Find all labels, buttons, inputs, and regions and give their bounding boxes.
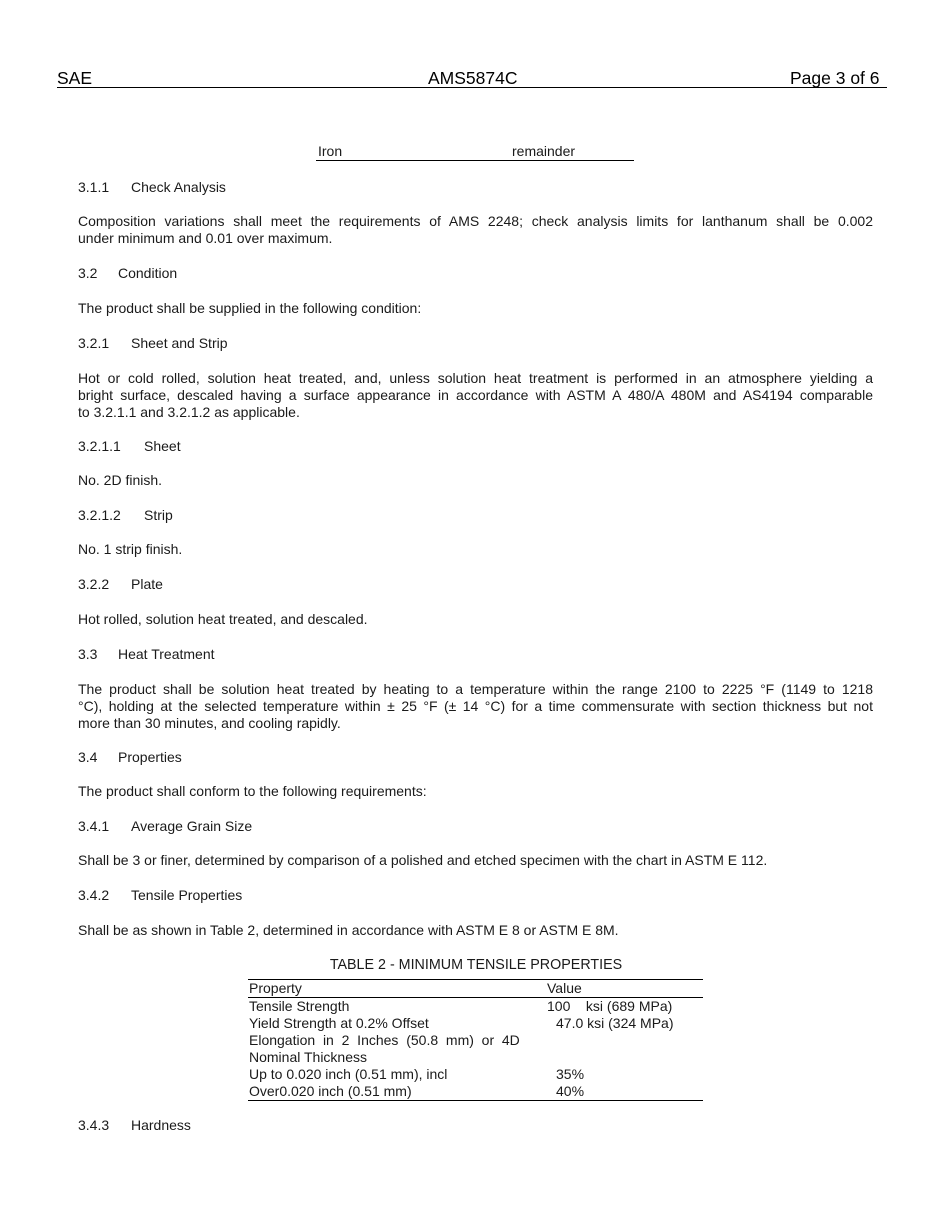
section-number: 3.2	[78, 265, 98, 281]
section-number: 3.4.1	[78, 818, 110, 834]
section-heading-3-4-3	[78, 1117, 191, 1134]
section-heading-3-1-1	[78, 179, 226, 196]
table-cell-value: 100 ksi (689 MPa)	[547, 998, 673, 1014]
table-cell-property: Over0.020 inch (0.51 mm)	[249, 1083, 412, 1099]
paragraph-condition: The product shall be supplied in the following condition:	[78, 300, 422, 316]
section-title: Properties	[118, 749, 182, 765]
section-number: 3.2.2	[78, 576, 110, 592]
paragraph-heat-treatment	[78, 681, 873, 732]
section-title: Hardness	[131, 1117, 191, 1133]
paragraph-sheet: No. 2D finish.	[78, 472, 163, 488]
paragraph-line: The product shall be solution heat treated by heating to a temperature within the range 2100 to 2225 °F (1149 to 1218	[78, 681, 873, 697]
header-left: SAE	[57, 68, 93, 88]
table-row	[248, 998, 703, 1015]
table-header-property: Property	[249, 980, 302, 996]
section-title: Strip	[144, 507, 173, 523]
section-title: Plate	[131, 576, 163, 592]
section-title: Check Analysis	[131, 179, 226, 195]
section-heading-3-2-1-1	[78, 438, 181, 455]
section-heading-3-4-1	[78, 818, 252, 835]
table-row	[248, 1049, 703, 1066]
table-cell-value: 35%	[556, 1066, 585, 1082]
section-title: Heat Treatment	[118, 646, 215, 662]
paragraph-grain-size: Shall be 3 or finer, determined by comparison of a polished and etched specimen with the chart in ASTM E 112.	[78, 852, 768, 868]
section-number: 3.4	[78, 749, 98, 765]
table-row	[248, 1066, 703, 1083]
section-title: Sheet and Strip	[131, 335, 228, 351]
paragraph-line: to 3.2.1.1 and 3.2.1.2 as applicable.	[78, 404, 300, 420]
section-heading-3-4	[78, 749, 182, 766]
table-cell-property: Up to 0.020 inch (0.51 mm), incl	[249, 1066, 448, 1082]
table-title: TABLE 2 - MINIMUM TENSILE PROPERTIES	[329, 957, 623, 973]
section-number: 3.4.2	[78, 887, 110, 903]
composition-value: remainder	[512, 143, 576, 159]
table-bottom-rule	[248, 1100, 703, 1101]
table-cell-value: 47.0 ksi (324 MPa)	[556, 1015, 674, 1031]
paragraph-line: more than 30 minutes, and cooling rapidly.	[78, 715, 341, 731]
table-row	[248, 1083, 703, 1100]
paragraph-line: bright surface, descaled having a surface appearance in accordance with ASTM A 480/A 480M and AS4194 comparable	[78, 387, 873, 403]
table-cell-property: Tensile Strength	[249, 998, 350, 1014]
section-number: 3.4.3	[78, 1117, 110, 1133]
paragraph-strip: No. 1 strip finish.	[78, 541, 183, 557]
section-number: 3.3	[78, 646, 98, 662]
page-indicator: Page 3 of 6	[790, 68, 880, 88]
paragraph-sheet-and-strip	[78, 370, 873, 421]
table-cell-value: 40%	[556, 1083, 585, 1099]
section-heading-3-2-2	[78, 576, 163, 593]
section-heading-3-2	[78, 265, 177, 282]
table-header-value: Value	[547, 980, 582, 996]
table-cell-property: Yield Strength at 0.2% Offset	[249, 1015, 429, 1031]
paragraph-line: Composition variations shall meet the requirements of AMS 2248; check analysis limits for lanthanum shall be 0.002	[78, 213, 873, 229]
section-number: 3.1.1	[78, 179, 110, 195]
section-heading-3-3	[78, 646, 215, 663]
paragraph-line: under minimum and 0.01 over maximum.	[78, 230, 333, 246]
section-number: 3.2.1.2	[78, 507, 121, 523]
section-heading-3-2-1-2	[78, 507, 173, 524]
paragraph-check-analysis	[78, 213, 873, 247]
composition-table-rule	[316, 160, 634, 161]
paragraph-plate: Hot rolled, solution heat treated, and descaled.	[78, 611, 368, 627]
table-row	[248, 1032, 703, 1049]
section-heading-3-2-1	[78, 335, 228, 352]
table-header-row	[248, 980, 703, 997]
document-number: AMS5874C	[428, 68, 518, 88]
table-cell-property: Elongation in 2 Inches (50.8 mm) or 4D	[249, 1032, 520, 1048]
section-heading-3-4-2	[78, 887, 242, 904]
section-number: 3.2.1	[78, 335, 110, 351]
paragraph-line: °C), holding at the selected temperature within ± 25 °F (± 14 °C) for a time commensurate with section thickness but not	[78, 698, 873, 714]
section-number: 3.2.1.1	[78, 438, 121, 454]
section-title: Tensile Properties	[131, 887, 243, 903]
paragraph-line: Hot or cold rolled, solution heat treated, and, unless solution heat treatment is performed in an atmosphere yielding a	[78, 370, 873, 386]
header-rule	[57, 87, 887, 88]
paragraph-properties: The product shall conform to the following requirements:	[78, 783, 427, 799]
section-title: Average Grain Size	[131, 818, 253, 834]
composition-element: Iron	[318, 143, 343, 159]
paragraph-tensile-properties: Shall be as shown in Table 2, determined in accordance with ASTM E 8 or ASTM E 8M.	[78, 922, 619, 938]
table-cell-property: Nominal Thickness	[249, 1049, 368, 1065]
section-title: Condition	[118, 265, 178, 281]
section-title: Sheet	[144, 438, 181, 454]
table-row	[248, 1015, 703, 1032]
tensile-properties-table	[248, 979, 703, 1101]
